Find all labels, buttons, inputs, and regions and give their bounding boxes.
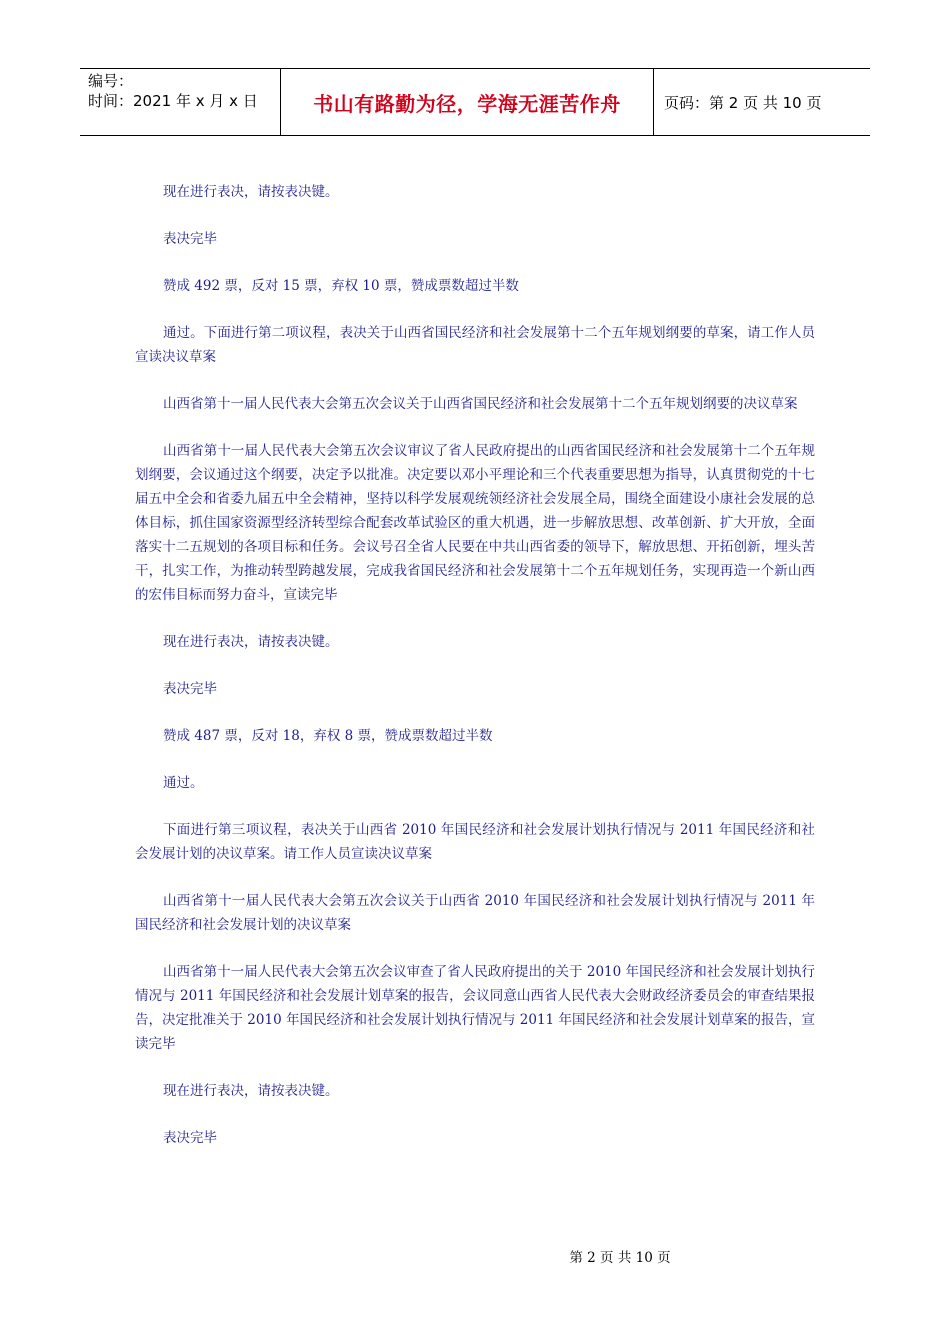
paragraph: 表决完毕	[163, 1130, 217, 1146]
header-page-info: 页码：第 2 页 共 10 页	[664, 93, 822, 112]
paragraph: 赞成 492 票，反对 15 票，弃权 10 票，赞成票数超过半数	[163, 278, 519, 294]
paragraph: 现在进行表决，请按表决键。	[163, 634, 339, 650]
paragraph: 山西省第十一届人民代表大会第五次会议关于山西省 2010 年国民经济和社会发展计划执行情况与 2011 年国民经济和社会发展计划的决议草案	[135, 893, 815, 933]
paragraph: 表决完毕	[163, 681, 217, 697]
page-header	[80, 68, 870, 136]
paragraph: 下面进行第三项议程，表决关于山西省 2010 年国民经济和社会发展计划执行情况与 2011 年国民经济和社会发展计划的决议草案。请工作人员宣读决议草案	[135, 822, 815, 862]
header-motto: 书山有路勤为径，学海无涯苦作舟	[280, 69, 654, 135]
paragraph: 通过。	[163, 775, 204, 791]
document-body	[135, 180, 815, 1173]
number-label: 编号：	[88, 72, 134, 90]
paragraph: 通过。下面进行第二项议程，表决关于山西省国民经济和社会发展第十二个五年规划纲要的草案，请工作人员宣读决议草案	[135, 325, 815, 365]
paragraph: 现在进行表决，请按表决键。	[163, 1083, 339, 1099]
paragraph: 山西省第十一届人民代表大会第五次会议审查了省人民政府提出的关于 2010 年国民经济和社会发展计划执行情况与 2011 年国民经济和社会发展计划草案的报告，会议同意山西省人民代表大会财政经济委员会的审查结果报告，决定批准关于 2010 年国民经济和社会发展计划执行情况与 2011 年国民经济和社会发展计划草案的报告，宣读完毕	[135, 964, 816, 1052]
paragraph: 赞成 487 票，反对 18，弃权 8 票，赞成票数超过半数	[163, 728, 493, 744]
page-footer: 第 2 页 共 10 页	[569, 1250, 671, 1266]
time-label: 时间：2021 年 x 月 x 日	[88, 92, 258, 110]
paragraph: 山西省第十一届人民代表大会第五次会议关于山西省国民经济和社会发展第十二个五年规划纲要的决议草案	[163, 396, 798, 412]
header-meta	[88, 71, 278, 111]
paragraph: 表决完毕	[163, 231, 217, 247]
paragraph: 现在进行表决，请按表决键。	[163, 184, 339, 200]
paragraph: 山西省第十一届人民代表大会第五次会议审议了省人民政府提出的山西省国民经济和社会发展第十二个五年规划纲要，会议通过这个纲要，决定予以批准。决定要以邓小平理论和三个代表重要思想为指导，认真贯彻党的十七届五中全会和省委九届五中全会精神，坚持以科学发展观统领经济社会发展全局，围绕全面建设小康社会发展的总体目标，抓住国家资源型经济转型综合配套改革试验区的重大机遇，进一步解放思想、改革创新、扩大开放，全面落实十二五规划的各项目标和任务。会议号召全省人民要在中共山西省委的领导下，解放思想、开拓创新，埋头苦干，扎实工作，为推动转型跨越发展，完成我省国民经济和社会发展第十二个五年规划任务，实现再造一个新山西的宏伟目标而努力奋斗，宣读完毕	[135, 443, 815, 603]
